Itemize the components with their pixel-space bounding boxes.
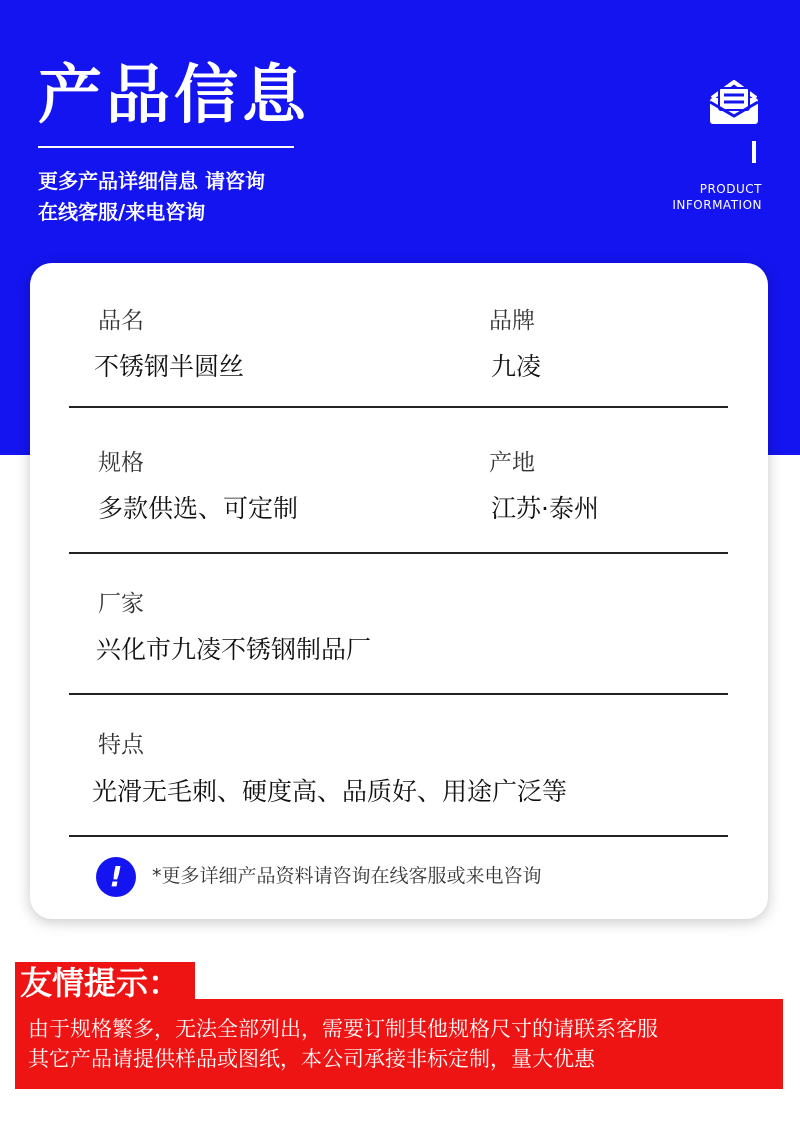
field-value-spec: 多款供选、可定制 — [98, 494, 299, 523]
row-divider — [69, 693, 728, 695]
field-label-spec: 规格 — [98, 450, 144, 476]
mail-icon — [706, 80, 762, 126]
card-note: *更多详细产品资料请咨询在线客服或来电咨询 — [152, 865, 542, 887]
header-subtitle-line1: 更多产品详细信息 请咨询 — [38, 169, 265, 193]
field-label-name: 品名 — [98, 308, 144, 334]
header-subtitle-line2: 在线客服/来电咨询 — [38, 200, 206, 224]
accent-bar — [752, 141, 756, 163]
tip-line2: 其它产品请提供样品或图纸，本公司承接非标定制，量大优惠 — [28, 1047, 595, 1071]
row-divider — [69, 835, 728, 837]
header-en-line2: INFORMATION — [672, 198, 762, 212]
exclamation-icon: ! — [96, 857, 136, 897]
field-label-origin: 产地 — [489, 450, 535, 476]
field-value-manufacturer: 兴化市九凌不锈钢制品厂 — [96, 635, 372, 664]
field-value-features: 光滑无毛刺、硬度高、品质好、用途广泛等 — [92, 777, 568, 806]
field-label-features: 特点 — [98, 732, 144, 758]
row-divider — [69, 406, 728, 408]
tip-line1: 由于规格繁多，无法全部列出，需要订制其他规格尺寸的请联系客服 — [28, 1017, 658, 1041]
header-en-line1: PRODUCT — [699, 182, 762, 196]
tip-title: 友情提示： — [20, 964, 181, 1002]
info-card — [30, 263, 768, 919]
field-value-origin: 江苏·泰州 — [491, 494, 599, 523]
page-title: 产品信息 — [38, 59, 310, 133]
field-value-brand: 九凌 — [491, 352, 542, 381]
field-label-brand: 品牌 — [489, 308, 535, 334]
title-divider — [38, 146, 294, 148]
field-label-manufacturer: 厂家 — [98, 591, 144, 617]
field-value-name: 不锈钢半圆丝 — [94, 352, 245, 381]
row-divider — [69, 552, 728, 554]
